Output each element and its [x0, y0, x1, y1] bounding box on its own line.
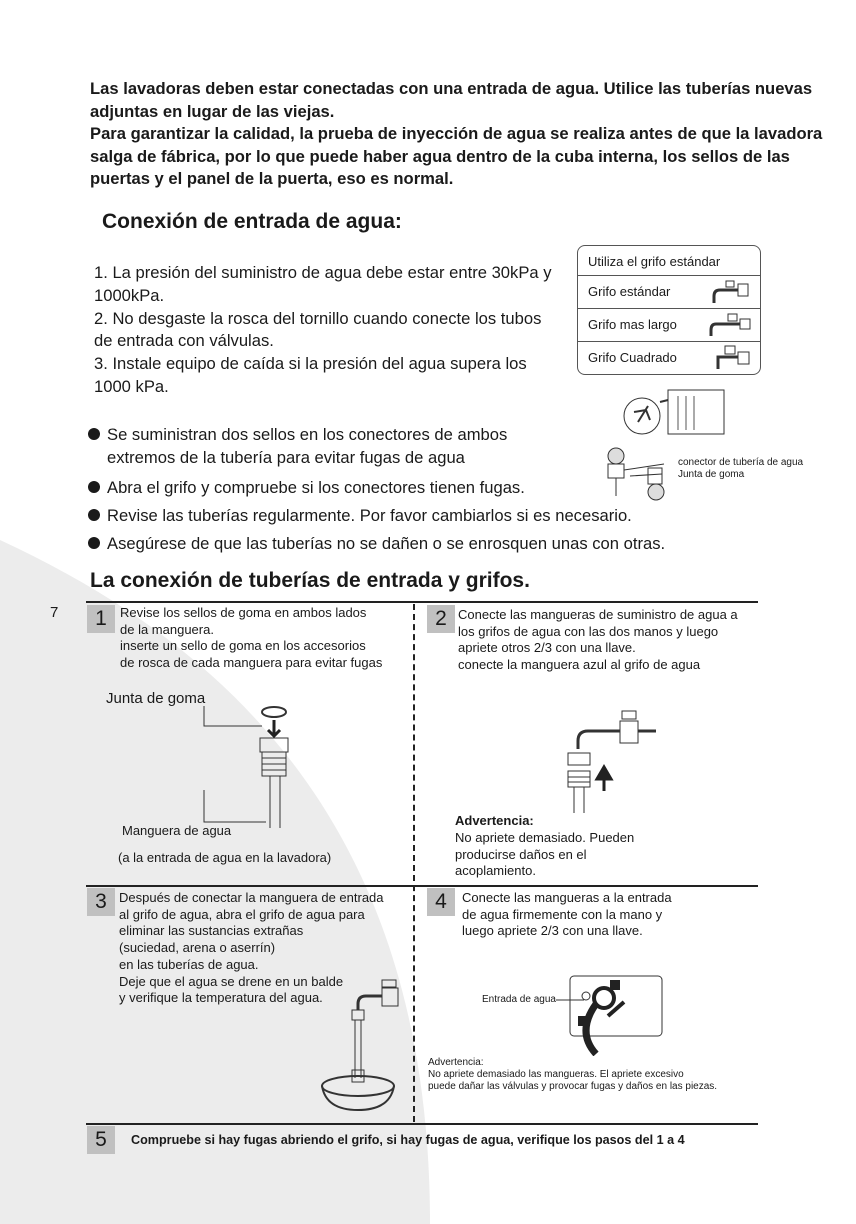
step-line: y verifique la temperatura del agua. [119, 990, 323, 1006]
step-line: al grifo de agua, abra el grifo de agua para [119, 906, 365, 922]
warning-line: puede dañar las válvulas y provocar fugas y daños en las piezas. [428, 1081, 718, 1092]
bullet-item [107, 424, 577, 469]
divider [86, 601, 758, 603]
step-line: Conecte las mangueras de suministro de agua a [458, 607, 738, 622]
connector-label: conector de tubería de agua [678, 457, 804, 468]
bullet-text: Revise las tuberías regularmente. Por favor cambiarlos si es necesario. [107, 506, 632, 525]
step-1-text [120, 605, 410, 672]
bullet-dot [88, 537, 100, 549]
faucet-row [578, 308, 760, 341]
divider [86, 885, 758, 887]
bullet-dot [88, 509, 100, 521]
rubber-seal-label: Junta de goma [678, 469, 745, 480]
requirement-item: 2. No desgaste la rosca del tornillo cuando conecte los tubos de entrada con válvulas. [94, 308, 542, 351]
bullet-dot [88, 481, 100, 493]
requirement-item: 3. Instale equipo de caída si la presión del agua supera los 1000 kPa. [94, 354, 527, 396]
step-line: eliminar las sustancias extrañas [119, 923, 304, 939]
water-hose-label: Manguera de agua [122, 823, 232, 838]
bullet-text: Se suministran dos sellos en los conectores de ambos extremos de la tubería para evitar fugas de agua [107, 425, 508, 467]
faucet-box-header: Utiliza el grifo estándar [588, 254, 721, 269]
step-4-warning [428, 1057, 748, 1093]
step-line: los grifos de agua con las dos manos y luego [458, 623, 719, 639]
faucet-label: Grifo estándar [588, 284, 671, 299]
step-number: 5 [87, 1126, 115, 1154]
bullet-item [107, 505, 707, 528]
step-number: 2 [427, 605, 455, 633]
page-number: 7 [50, 604, 59, 621]
inlet-note: (a la entrada de agua en la lavadora) [118, 850, 332, 865]
step-line: Deje que el agua se drene en un balde [119, 973, 344, 989]
step-5-text: Compruebe si hay fugas abriendo el grifo, si hay fugas de agua, verifique los pasos del 1 a 4 [131, 1133, 685, 1147]
step-line: conecte la manguera azul al grifo de agua [458, 657, 701, 673]
intro-paragraph-1: Las lavadoras deben estar conectadas con una entrada de agua. Utilice las tuberías nuevas adjuntas en lugar de las viejas. [90, 79, 813, 121]
square-faucet-icon [708, 344, 754, 372]
section-title-water-inlet: Conexión de entrada de agua: [102, 210, 402, 233]
warning-line: No apriete demasiado. Pueden [455, 830, 635, 845]
faucet-row [578, 341, 760, 374]
requirements-list [94, 262, 564, 399]
step-number: 1 [87, 605, 115, 633]
faucet-label: Grifo mas largo [588, 317, 677, 332]
step-line: Conecte las mangueras a la entrada [462, 890, 672, 905]
step-4-text [462, 890, 752, 940]
water-inlet-label: Entrada de agua [482, 994, 556, 1005]
warning-line: acoplamiento. [455, 863, 536, 879]
warning-line: No apriete demasiado las mangueras. El apriete excesivo [428, 1069, 684, 1080]
faucet-type-box [577, 245, 761, 375]
rubber-seal-label: Junta de goma [106, 690, 206, 707]
warning-title: Advertencia: [455, 813, 534, 828]
step-number: 4 [427, 888, 455, 916]
warning-line: producirse daños en el [455, 846, 587, 862]
hose-seal-illustration [200, 700, 310, 830]
step-line: de la manguera. [120, 621, 214, 637]
divider [86, 1123, 758, 1125]
intro-paragraph-2: Para garantizar la calidad, la prueba de inyección de agua se realiza antes de que la lavadora salga de fábrica, por lo que puede haber agua dentro de la cuba interna, los sellos de las puertas y el panel de la puerta, eso es normal. [90, 124, 823, 188]
step-line: (suciedad, arena o aserrín) [119, 940, 276, 956]
step-line: Revise los sellos de goma en ambos lados [120, 605, 367, 620]
step-line: Después de conectar la manguera de entrada [119, 890, 384, 905]
bucket-faucet-illustration [318, 978, 414, 1118]
faucet-hose-illustration [560, 705, 670, 815]
standard-faucet-icon [708, 278, 754, 306]
bullet-text: Asegúrese de que las tuberías no se dañen o se enrosquen unas con otras. [107, 534, 666, 553]
step-number: 3 [87, 888, 115, 916]
bullet-dot [88, 428, 100, 440]
step-2-text [458, 607, 758, 674]
washing-machine-illustration [620, 382, 730, 442]
section-title-hose-connection: La conexión de tuberías de entrada y grifos. [90, 569, 530, 592]
step-line: inserte un sello de goma en los accesorios [120, 638, 366, 654]
long-faucet-icon [708, 311, 754, 339]
faucet-label: Grifo Cuadrado [588, 350, 677, 365]
step-line: de rosca de cada manguera para evitar fugas [120, 655, 383, 671]
bullet-item [107, 533, 747, 556]
water-inlet-illustration [556, 972, 666, 1056]
intro-text [90, 78, 830, 191]
step-line: luego apriete 2/3 con una llave. [462, 923, 643, 939]
warning-line: Advertencia: [428, 1057, 484, 1068]
step-2-warning [455, 830, 695, 880]
requirement-item: 1. La presión del suministro de agua debe estar entre 30kPa y 1000kPa. [94, 263, 552, 305]
bullet-text: Abra el grifo y compruebe si los conectores tienen fugas. [107, 478, 525, 497]
faucet-row [578, 275, 760, 308]
step-line: en las tuberías de agua. [119, 956, 259, 972]
bullet-item [107, 477, 667, 500]
step-line: apriete otros 2/3 con una llave. [458, 640, 636, 656]
step-line: de agua firmemente con la mano y [462, 906, 663, 922]
